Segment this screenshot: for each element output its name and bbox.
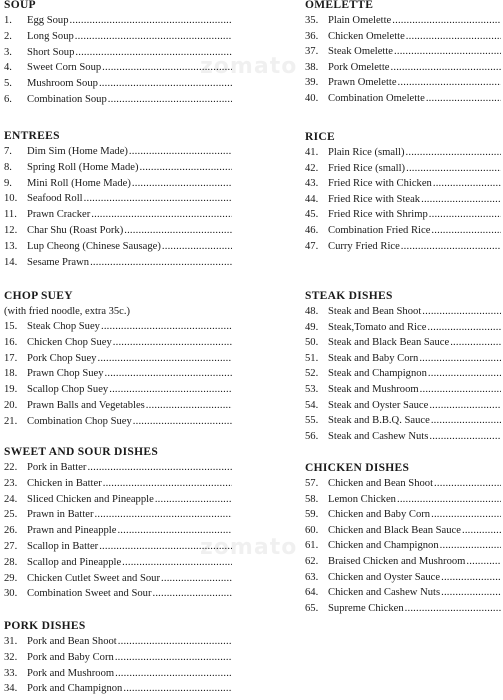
section-omelette <box>305 0 501 107</box>
item-number: 47. <box>305 240 319 252</box>
menu-item <box>4 555 232 571</box>
menu-item <box>305 476 501 492</box>
menu-item <box>305 176 501 192</box>
item-name: Steak and Cashew Nuts <box>328 430 429 442</box>
item-name: Char Shu (Roast Pork) <box>27 224 124 236</box>
item-number: 49. <box>305 321 319 333</box>
dot-leader <box>427 320 501 336</box>
menu-item <box>305 60 501 76</box>
section-title: ENTREES <box>4 130 60 142</box>
item-number: 45. <box>305 209 319 221</box>
item-name: Plain Omelette <box>328 15 392 26</box>
dot-leader <box>394 44 501 60</box>
item-name: Prawn in Batter <box>27 509 94 521</box>
item-number: 48. <box>305 306 319 317</box>
item-number: 29. <box>4 572 18 584</box>
dot-leader <box>113 335 232 351</box>
item-number: 50. <box>305 337 319 349</box>
item-number: 25. <box>4 509 18 521</box>
item-number: 6. <box>4 93 12 105</box>
item-number: 19. <box>4 384 18 396</box>
item-list <box>4 13 232 108</box>
item-number: 40. <box>305 92 319 104</box>
menu-item <box>305 398 501 414</box>
item-number: 41. <box>305 147 319 158</box>
item-number: 16. <box>4 336 18 348</box>
dot-leader <box>103 476 232 492</box>
dot-leader <box>431 413 501 429</box>
menu-item <box>305 335 501 351</box>
item-name: Steak and Bean Shoot <box>328 306 422 317</box>
item-list <box>4 634 232 697</box>
item-number: 33. <box>4 667 18 679</box>
dot-leader <box>422 304 501 320</box>
section-subtitle: (with fried noodle, extra 35c.) <box>4 306 130 317</box>
dot-leader <box>101 319 232 335</box>
item-name: Seafood Roll <box>27 193 83 205</box>
item-list <box>305 476 501 616</box>
dot-leader <box>95 507 233 523</box>
item-number: 62. <box>305 555 319 567</box>
item-number: 37. <box>305 46 319 58</box>
item-number: 46. <box>305 224 319 236</box>
item-name: Chicken and Bean Shoot <box>328 478 434 489</box>
item-number: 30. <box>4 588 18 600</box>
section-title: PORK DISHES <box>4 620 86 632</box>
item-name: Chicken and Black Bean Sauce <box>328 524 461 536</box>
item-number: 64. <box>305 587 319 599</box>
dot-leader <box>97 351 232 367</box>
dot-leader <box>462 523 501 539</box>
item-list <box>4 319 232 430</box>
item-number: 2. <box>4 30 12 42</box>
menu-item <box>4 13 232 29</box>
menu-item <box>305 570 501 586</box>
item-name: Steak and Oyster Sauce <box>328 399 429 411</box>
item-number: 65. <box>305 602 319 614</box>
dot-leader <box>152 586 232 602</box>
item-number: 4. <box>4 62 12 74</box>
item-number: 22. <box>4 462 18 473</box>
section-title: CHOP SUEY <box>4 290 73 302</box>
dot-leader <box>426 91 501 107</box>
item-number: 10. <box>4 193 18 205</box>
menu-item <box>4 681 232 697</box>
item-number: 56. <box>305 430 319 442</box>
dot-leader <box>140 160 232 176</box>
dot-leader <box>429 207 501 223</box>
dot-leader <box>124 223 232 239</box>
item-number: 13. <box>4 240 18 252</box>
item-name: Lemon Chicken <box>328 493 396 505</box>
item-name: Prawn Chop Suey <box>27 368 104 380</box>
item-name: Egg Soup <box>27 15 69 26</box>
menu-item <box>305 429 501 445</box>
item-name: Prawn Balls and Vegetables <box>27 399 145 411</box>
menu-item <box>305 304 501 320</box>
dot-leader <box>115 650 232 666</box>
item-name: Dim Sim (Home Made) <box>27 146 128 157</box>
item-number: 39. <box>305 77 319 89</box>
dot-leader <box>99 539 232 555</box>
menu-item <box>4 239 232 255</box>
section-chicken-dishes <box>305 460 501 616</box>
dot-leader <box>397 492 501 508</box>
item-list <box>305 13 501 107</box>
item-name: Steak Omelette <box>328 46 394 58</box>
section-title: STEAK DISHES <box>305 290 393 302</box>
item-name: Pork and Champignon <box>27 683 123 695</box>
dot-leader <box>99 76 232 92</box>
item-number: 36. <box>305 30 319 42</box>
dot-leader <box>123 681 232 697</box>
menu-item <box>305 320 501 336</box>
menu-item <box>4 319 232 335</box>
menu-item <box>4 60 232 76</box>
item-name: Chicken in Batter <box>27 477 102 489</box>
menu-item <box>305 585 501 601</box>
section-soup <box>4 0 232 108</box>
item-name: Steak and Black Bean Sauce <box>328 337 450 349</box>
item-name: Pork Omelette <box>328 61 390 73</box>
dot-leader <box>434 476 501 492</box>
dot-leader <box>132 176 232 192</box>
menu-item <box>305 161 501 177</box>
item-name: Long Soup <box>27 30 74 42</box>
item-name: Sweet Corn Soup <box>27 62 102 74</box>
menu-item <box>4 650 232 666</box>
item-number: 24. <box>4 493 18 505</box>
item-name: Mushroom Soup <box>27 78 98 90</box>
dot-leader <box>421 192 501 208</box>
dot-leader <box>466 554 501 570</box>
menu-item <box>4 29 232 45</box>
item-name: Prawn and Pineapple <box>27 525 117 537</box>
item-list <box>4 460 232 602</box>
menu-item <box>4 366 232 382</box>
item-number: 5. <box>4 78 12 90</box>
dot-leader <box>450 335 501 351</box>
item-number: 14. <box>4 256 18 268</box>
menu-item <box>305 413 501 429</box>
menu-item <box>4 634 232 650</box>
item-name: Sliced Chicken and Pineapple <box>27 493 154 505</box>
item-name: Combination Soup <box>27 93 107 105</box>
item-number: 21. <box>4 415 18 427</box>
item-number: 1. <box>4 15 12 26</box>
dot-leader <box>401 239 501 255</box>
item-name: Short Soup <box>27 46 75 58</box>
menu-item <box>305 601 501 617</box>
dot-leader <box>419 351 501 367</box>
item-number: 57. <box>305 478 319 489</box>
menu-item <box>305 382 501 398</box>
item-name: Chicken and Oyster Sauce <box>328 571 441 583</box>
dot-leader <box>155 492 232 508</box>
dot-leader <box>429 398 501 414</box>
menu-item <box>305 523 501 539</box>
item-number: 3. <box>4 46 12 58</box>
section-rice <box>305 129 501 254</box>
menu-item <box>305 492 501 508</box>
menu-item <box>4 160 232 176</box>
item-list <box>4 144 232 270</box>
dot-leader <box>440 538 501 554</box>
item-name: Pork and Mushroom <box>27 667 115 679</box>
item-name: Combination Sweet and Sour <box>27 588 152 600</box>
item-number: 58. <box>305 493 319 505</box>
item-number: 34. <box>4 683 18 695</box>
item-number: 53. <box>305 383 319 395</box>
watermark: zomato <box>200 54 298 79</box>
menu-item <box>305 192 501 208</box>
dot-leader <box>70 13 233 29</box>
item-number: 63. <box>305 571 319 583</box>
dot-leader <box>129 144 232 160</box>
section-title: SWEET AND SOUR DISHES <box>4 446 159 458</box>
menu-item <box>4 539 232 555</box>
menu-item <box>305 75 501 91</box>
dot-leader <box>105 366 232 382</box>
menu-item <box>305 239 501 255</box>
menu-item <box>4 223 232 239</box>
item-number: 55. <box>305 415 319 427</box>
item-name: Fried Rice with Chicken <box>328 178 432 190</box>
item-number: 52. <box>305 368 319 380</box>
item-number: 9. <box>4 177 12 189</box>
dot-leader <box>133 414 232 430</box>
menu-item <box>305 13 501 29</box>
item-number: 11. <box>4 209 17 221</box>
item-name: Steak Chop Suey <box>27 321 100 332</box>
dot-leader <box>75 29 232 45</box>
menu-item <box>4 255 232 271</box>
dot-leader <box>108 92 232 108</box>
menu-item <box>4 144 232 160</box>
item-name: Scallop and Pineapple <box>27 556 122 568</box>
menu-item <box>4 92 232 108</box>
menu-item <box>4 207 232 223</box>
menu-item <box>4 398 232 414</box>
section-sweet-and-sour <box>4 444 232 602</box>
section-steak-dishes <box>305 288 501 444</box>
menu-item <box>4 492 232 508</box>
dot-leader <box>87 460 232 476</box>
menu-item <box>4 571 232 587</box>
item-name: Scallop Chop Suey <box>27 384 109 396</box>
item-number: 20. <box>4 399 18 411</box>
item-number: 23. <box>4 477 18 489</box>
item-number: 8. <box>4 161 12 173</box>
item-name: Combination Fried Rice <box>328 224 431 236</box>
item-number: 18. <box>4 368 18 380</box>
menu-item <box>4 586 232 602</box>
dot-leader <box>161 571 232 587</box>
item-name: Sesame Prawn <box>27 256 90 268</box>
item-name: Spring Roll (Home Made) <box>27 161 139 173</box>
item-number: 12. <box>4 224 18 236</box>
item-number: 15. <box>4 321 18 332</box>
menu-item <box>4 666 232 682</box>
item-name: Lup Cheong (Chinese Sausage) <box>27 240 161 252</box>
menu-item <box>4 523 232 539</box>
dot-leader <box>433 176 501 192</box>
menu-item <box>4 76 232 92</box>
item-name: Pork and Baby Corn <box>27 651 114 663</box>
dot-leader <box>406 161 501 177</box>
item-number: 7. <box>4 146 12 157</box>
dot-leader <box>146 398 232 414</box>
section-chop-suey <box>4 288 232 430</box>
item-name: Pork and Bean Shoot <box>27 636 117 647</box>
item-name: Chicken Omelette <box>328 30 405 42</box>
dot-leader <box>391 60 502 76</box>
item-number: 31. <box>4 636 18 647</box>
item-number: 43. <box>305 178 319 190</box>
dot-leader <box>109 382 232 398</box>
section-entrees <box>4 128 232 270</box>
dot-leader <box>441 585 501 601</box>
item-name: Combination Omelette <box>328 92 425 104</box>
menu-item <box>4 476 232 492</box>
dot-leader <box>428 366 501 382</box>
dot-leader <box>84 191 232 207</box>
menu-item <box>305 538 501 554</box>
item-number: 60. <box>305 524 319 536</box>
item-number: 17. <box>4 352 18 364</box>
menu-item <box>305 91 501 107</box>
menu-item <box>305 223 501 239</box>
item-name: Chicken Cutlet Sweet and Sour <box>27 572 160 584</box>
item-number: 54. <box>305 399 319 411</box>
dot-leader <box>429 429 501 445</box>
menu-item <box>4 335 232 351</box>
item-number: 38. <box>305 61 319 73</box>
dot-leader <box>392 13 501 29</box>
menu-item <box>4 351 232 367</box>
section-title: CHICKEN DISHES <box>305 462 410 474</box>
item-name: Combination Chop Suey <box>27 415 132 427</box>
menu-item <box>4 382 232 398</box>
item-name: Supreme Chicken <box>328 602 404 614</box>
menu-item <box>4 45 232 61</box>
section-title: RICE <box>305 131 335 143</box>
item-list <box>305 304 501 444</box>
item-name: Chicken and Cashew Nuts <box>328 587 441 599</box>
section-title: OMELETTE <box>305 0 374 11</box>
item-name: Steak and Mushroom <box>328 383 419 395</box>
menu-item <box>4 414 232 430</box>
menu-item <box>4 460 232 476</box>
dot-leader <box>431 507 501 523</box>
item-number: 27. <box>4 540 18 552</box>
menu-item <box>305 29 501 45</box>
item-name: Steak and B.B.Q. Sauce <box>328 415 430 427</box>
dot-leader <box>431 223 501 239</box>
menu-item <box>305 366 501 382</box>
menu-item <box>4 191 232 207</box>
dot-leader <box>102 60 232 76</box>
item-number: 44. <box>305 193 319 205</box>
item-name: Scallop in Batter <box>27 540 99 552</box>
menu-item <box>305 554 501 570</box>
dot-leader <box>405 601 501 617</box>
dot-leader <box>117 523 232 539</box>
dot-leader <box>91 207 232 223</box>
dot-leader <box>122 555 232 571</box>
dot-leader <box>115 666 232 682</box>
menu-item <box>305 44 501 60</box>
item-name: Prawn Cracker <box>27 209 91 221</box>
dot-leader <box>406 29 501 45</box>
item-number: 59. <box>305 509 319 521</box>
item-name: Mini Roll (Home Made) <box>27 177 131 189</box>
item-name: Fried Rice with Steak <box>328 193 421 205</box>
item-number: 42. <box>305 162 319 174</box>
item-number: 32. <box>4 651 18 663</box>
item-name: Steak,Tomato and Rice <box>328 321 427 333</box>
item-name: Curry Fried Rice <box>328 240 400 252</box>
item-number: 35. <box>305 15 319 26</box>
dot-leader <box>398 75 501 91</box>
item-name: Plain Rice (small) <box>328 147 405 158</box>
section-title: SOUP <box>4 0 36 11</box>
dot-leader <box>420 382 501 398</box>
dot-leader <box>441 570 501 586</box>
item-name: Braised Chicken and Mushroom <box>328 555 466 567</box>
item-number: 51. <box>305 352 319 364</box>
watermark: zomato <box>200 535 298 560</box>
dot-leader <box>75 45 232 61</box>
dot-leader <box>406 145 502 161</box>
item-list <box>305 145 501 254</box>
menu-item <box>305 145 501 161</box>
item-name: Chicken and Baby Corn <box>328 509 431 521</box>
item-name: Fried Rice (small) <box>328 162 406 174</box>
item-number: 61. <box>305 540 319 552</box>
item-number: 26. <box>4 525 18 537</box>
menu-item <box>305 207 501 223</box>
menu-item <box>305 351 501 367</box>
menu-item <box>4 507 232 523</box>
menu-item <box>4 176 232 192</box>
item-name: Steak and Baby Corn <box>328 352 419 364</box>
item-name: Fried Rice with Shrimp <box>328 209 428 221</box>
menu-item <box>305 507 501 523</box>
item-name: Steak and Champignon <box>328 368 427 380</box>
dot-leader <box>90 255 232 271</box>
item-name: Pork Chop Suey <box>27 352 97 364</box>
section-pork-dishes <box>4 618 232 697</box>
item-name: Chicken and Champignon <box>328 540 439 552</box>
dot-leader <box>118 634 232 650</box>
dot-leader <box>162 239 232 255</box>
item-name: Pork in Batter <box>27 462 87 473</box>
item-number: 28. <box>4 556 18 568</box>
item-name: Chicken Chop Suey <box>27 336 112 348</box>
item-name: Prawn Omelette <box>328 77 397 89</box>
